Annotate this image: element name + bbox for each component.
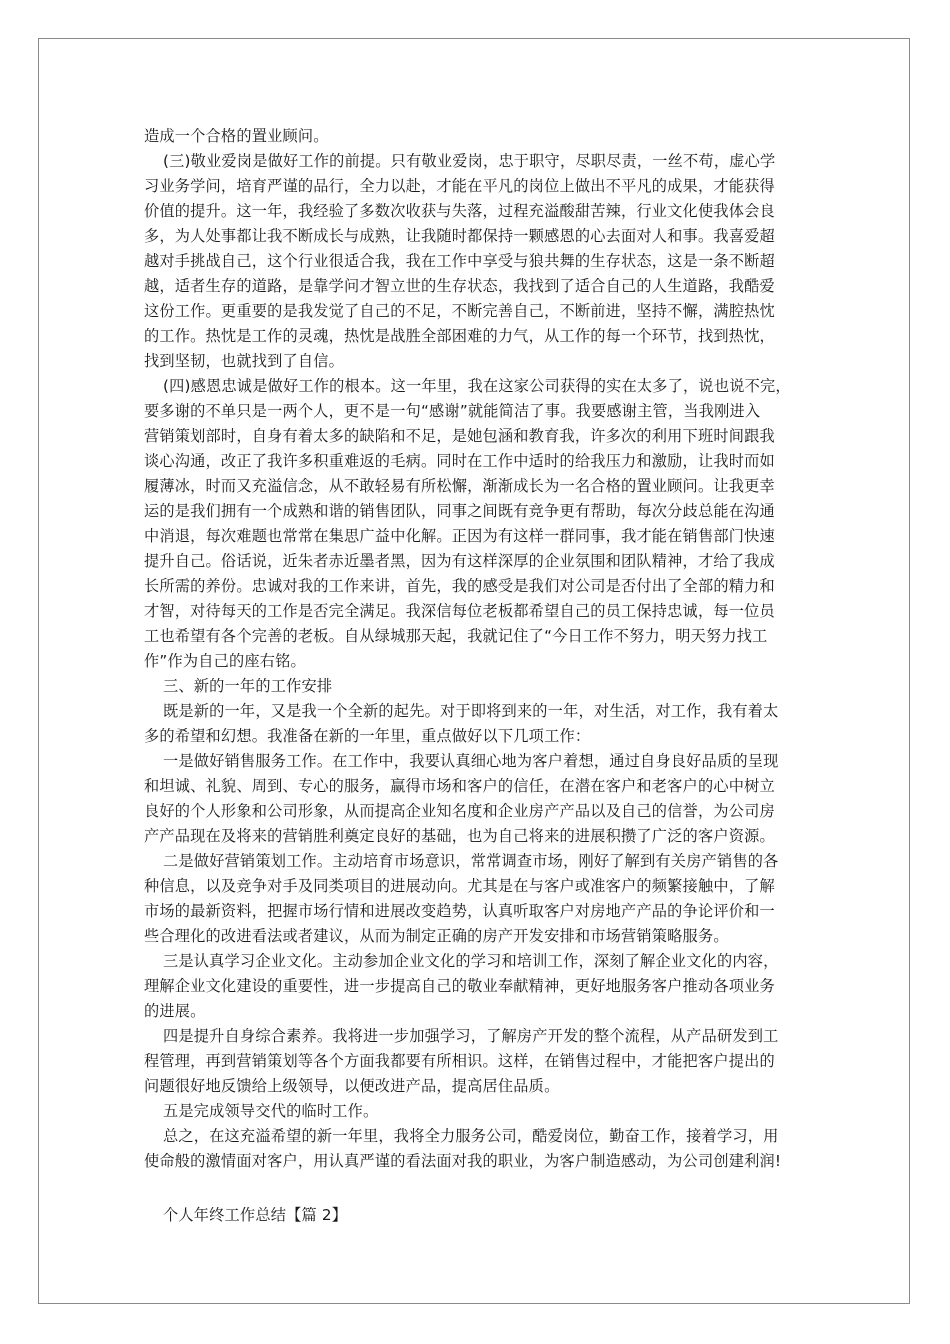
section-heading: 三、新的一年的工作安排 [163, 677, 333, 695]
document-body [144, 124, 814, 1228]
paragraph-line: 要多谢的不单只是一两个人，更不是一句“感谢”就能简洁了事。我要感谢主管，当我刚进入 [144, 402, 761, 420]
paragraph-line: 产产品现在及将来的营销胜利奠定良好的基础，也为自己将来的进展积攒了广泛的客户资源。 [144, 827, 775, 845]
spacer [144, 1174, 814, 1203]
paragraph-line: 二是做好营销策划工作。主动培育市场意识，常常调查市场，刚好了解到有关房产销售的各 [163, 852, 779, 870]
paragraph-line: 找到坚韧，也就找到了自信。 [144, 352, 345, 370]
paragraph-line: 履薄冰，时而又充溢信念，从不敢轻易有所松懈，渐渐成长为一名合格的置业顾问。让我更幸 [144, 477, 775, 495]
paragraph-line: (三)敬业爱岗是做好工作的前提。只有敬业爱岗，忠于职守，尽职尽责，一丝不苟，虚心学 [163, 152, 776, 170]
paragraph-line: 中消退，每次难题也常常在集思广益中化解。正因为有这样一群同事，我才能在销售部门快速 [144, 527, 775, 545]
paragraph-line: 多的希望和幻想。我准备在新的一年里，重点做好以下几项工作： [144, 727, 591, 745]
paragraph-line: 长所需的养份。忠诚对我的工作来讲，首先，我的感受是我们对公司是否付出了全部的精力和 [144, 577, 775, 595]
paragraph-line: 三是认真学习企业文化。主动参加企业文化的学习和培训工作，深刻了解企业文化的内容， [163, 952, 779, 970]
paragraph-line: 既是新的一年，又是我一个全新的起先。对于即将到来的一年，对生活，对工作，我有着太 [163, 702, 779, 720]
paragraph-line: 的工作。热忱是工作的灵魂，热忱是战胜全部困难的力气，从工作的每一个环节，找到热忱， [144, 327, 775, 345]
paragraph-line: 总之，在这充溢希望的新一年里，我将全力服务公司，酷爱岗位，勤奋工作，接着学习，用 [163, 1127, 779, 1145]
paragraph-line: 越，适者生存的道路，是靠学问才智立世的生存状态，我找到了适合自己的人生道路，我酷爱 [144, 277, 775, 295]
paragraph-line: 习业务学问，培育严谨的品行，全力以赴，才能在平凡的岗位上做出不平凡的成果，才能获得 [144, 177, 775, 195]
paragraph-line: 使命般的激情面对客户，用认真严谨的看法面对我的职业，为客户制造感动，为公司创建利润! [144, 1152, 782, 1170]
paragraph-line: 一是做好销售服务工作。在工作中，我要认真细心地为客户着想，通过自身良好品质的呈现 [163, 752, 779, 770]
paragraph-line: 造成一个合格的置业顾问。 [144, 127, 329, 145]
paragraph-line: 价值的提升。这一年，我经验了多数次收获与失落，过程充溢酸甜苦辣，行业文化使我体会良 [144, 202, 775, 220]
paragraph-line: 运的是我们拥有一个成熟和谐的销售团队，同事之间既有竞争更有帮助，每次分歧总能在沟通 [144, 502, 775, 520]
paragraph-line: 些合理化的改进看法或者建议，从而为制定正确的房产开发安排和市场营销策略服务。 [144, 927, 729, 945]
paragraph-line: 作”作为自己的座右铭。 [144, 652, 306, 670]
paragraph-line: 程管理，再到营销策划等各个方面我都要有所相识。这样，在销售过程中，才能把客户提出的 [144, 1052, 775, 1070]
paragraph-line: 市场的最新资料，把握市场行情和进展改变趋势，认真听取客户对房地产产品的争论评价和一 [144, 902, 775, 920]
paragraph-line: 这份工作。更重要的是我发觉了自己的不足，不断完善自己，不断前进，坚持不懈，满腔热忱 [144, 302, 775, 320]
paragraph-line: 工也希望有各个完善的老板。自从绿城那天起，我就记住了“今日工作不努力，明天努力找工 [144, 627, 768, 645]
paragraph-line: 问题很好地反馈给上级领导，以便改进产品，提高居住品质。 [144, 1077, 560, 1095]
paragraph-line: 谈心沟通，改正了我许多积重难返的毛病。同时在工作中适时的给我压力和激励，让我时而如 [144, 452, 775, 470]
paragraph-line: 营销策划部时，自身有着太多的缺陷和不足，是她包涵和教育我，许多次的利用下班时间跟我 [144, 427, 775, 445]
paragraph-line: 和坦诚、礼貌、周到、专心的服务，赢得市场和客户的信任，在潜在客户和老客户的心中树立 [144, 777, 775, 795]
paragraph-line: 种信息，以及竞争对手及同类项目的进展动向。尤其是在与客户或准客户的频繁接触中，了解 [144, 877, 775, 895]
paragraph-line: 提升自己。俗话说，近朱者赤近墨者黑，因为有这样深厚的企业氛围和团队精神，才给了我成 [144, 552, 775, 570]
paragraph-line: 四是提升自身综合素养。我将进一步加强学习，了解房产开发的整个流程，从产品研发到工 [163, 1027, 779, 1045]
paragraph-line: 才智，对待每天的工作是否完全满足。我深信每位老板都希望自己的员工保持忠诚，每一位员 [144, 602, 775, 620]
paragraph-line: (四)感恩忠诚是做好工作的根本。这一年里，我在这家公司获得的实在太多了，说也说不完， [163, 377, 791, 395]
paragraph-line: 多，为人处事都让我不断成长与成熟，让我随时都保持一颗感恩的心去面对人和事。我喜爱超 [144, 227, 775, 245]
paragraph-line: 越对手挑战自己，这个行业很适合我，我在工作中享受与狼共舞的生存状态，这是一条不断超 [144, 252, 775, 270]
paragraph-line: 良好的个人形象和公司形象，从而提高企业知名度和企业房产产品以及自己的信誉，为公司房 [144, 802, 775, 820]
article-title: 个人年终工作总结【篇 2】 [163, 1206, 348, 1224]
paragraph-line: 理解企业文化建设的重要性，进一步提高自己的敬业奉献精神，更好地服务客户推动各项业务 [144, 977, 775, 995]
paragraph-line: 五是完成领导交代的临时工作。 [163, 1102, 379, 1120]
paragraph-line: 的进展。 [144, 1002, 206, 1020]
